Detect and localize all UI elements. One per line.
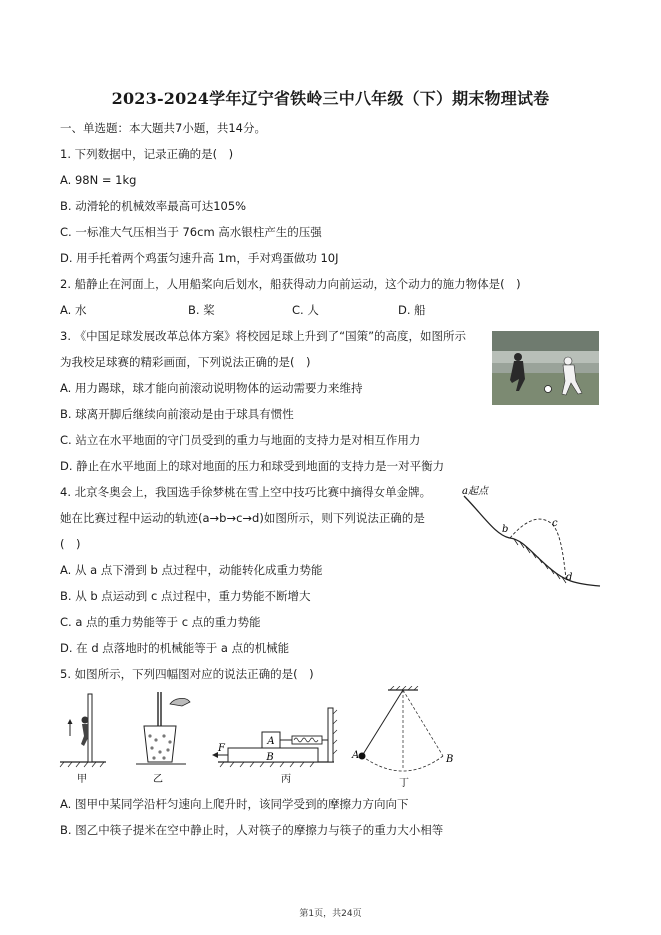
q1-stem: 1. 下列数据中，记录正确的是( ): [60, 147, 234, 161]
label-block-b: B: [266, 752, 274, 763]
label-force-f: F: [218, 743, 225, 754]
soccer-photo: [492, 331, 599, 405]
label-jia: 甲: [77, 774, 87, 785]
panel-jia: [60, 694, 106, 767]
q4-stem-line2: 她在比赛过程中运动的轨迹(a→b→c→d)如图所示，则下列说法正确的是: [60, 511, 425, 525]
page-title: 2023-2024学年辽宁省铁岭三中八年级（下）期末物理试卷: [111, 89, 550, 108]
fig4-label-a: a起点: [462, 486, 488, 497]
q4-option-c: C. a 点的重力势能等于 c 点的重力势能: [60, 615, 261, 629]
q3-option-b: B. 球离开脚后继续向前滚动是由于球具有惯性: [60, 407, 294, 421]
four-panel-figure: [58, 686, 478, 788]
label-pendulum-a: A: [352, 750, 360, 761]
q5-option-b: B. 图乙中筷子提米在空中静止时，人对筷子的摩擦力与筷子的重力大小相等: [60, 823, 444, 837]
q1-option-a: A. 98N = 1kg: [60, 173, 137, 187]
q4-stem-line3: ( ): [60, 537, 81, 551]
panel-yi: [136, 692, 190, 764]
q3-stem-line2: 为我校足球赛的精彩画面，下列说法正确的是( ): [60, 355, 311, 369]
label-ding: 丁: [399, 778, 409, 788]
label-yi: 乙: [153, 774, 163, 785]
q3-option-d: D. 静止在水平地面上的球对地面的压力和球受到地面的支持力是一对平衡力: [60, 459, 445, 473]
q5-option-a: A. 图甲中某同学沿杆匀速向上爬升时，该同学受到的摩擦力方向向下: [60, 797, 409, 811]
section-heading: 一、单选题：本大题共7小题，共14分。: [60, 121, 266, 135]
q4-option-b: B. 从 b 点运动到 c 点过程中，重力势能不断增大: [60, 589, 311, 603]
q1-option-c: C. 一标准大气压相当于 76cm 高水银柱产生的压强: [60, 225, 322, 239]
q4-option-a: A. 从 a 点下滑到 b 点过程中，动能转化成重力势能: [60, 563, 323, 577]
q3-option-a: A. 用力踢球，球才能向前滚动说明物体的运动需要力来维持: [60, 381, 363, 395]
label-pendulum-b: B: [446, 754, 454, 765]
page-footer: 第1页，共24页: [299, 909, 362, 919]
q2-option-d: D. 船: [398, 303, 426, 317]
q2-option-b: B. 桨: [188, 303, 215, 317]
fig4-label-b: b: [502, 524, 509, 535]
q2-option-c: C. 人: [292, 303, 319, 317]
q4-option-d: D. 在 d 点落地时的机械能等于 a 点的机械能: [60, 641, 290, 655]
ski-trajectory-figure: [452, 484, 602, 594]
q1-option-b: B. 动滑轮的机械效率最高可达105%: [60, 199, 247, 213]
panel-ding: [359, 686, 444, 771]
fig4-label-c: c: [552, 518, 558, 529]
q3-option-c: C. 站立在水平地面的守门员受到的重力与地面的支持力是对相互作用力: [60, 433, 421, 447]
label-bing: 丙: [281, 774, 291, 785]
fig4-label-d: d: [566, 572, 573, 583]
q2-option-a: A. 水: [60, 303, 87, 317]
q2-stem: 2. 船静止在河面上，人用船桨向后划水，船获得动力向前运动，这个动力的施力物体是( ): [60, 277, 521, 291]
q5-stem: 5. 如图所示，下列四幅图对应的说法正确的是( ): [60, 667, 314, 681]
q3-stem-line1: 3. 《中国足球发展改革总体方案》将校园足球上升到了“国策”的高度，如图所示: [60, 329, 467, 343]
label-block-a: A: [267, 736, 275, 747]
q4-stem-line1: 4. 北京冬奥会上，我国选手徐梦桃在雪上空中技巧比赛中摘得女单金牌。: [60, 485, 432, 499]
q1-option-d: D. 用手托着两个鸡蛋匀速升高 1m，手对鸡蛋做功 10J: [60, 251, 339, 265]
